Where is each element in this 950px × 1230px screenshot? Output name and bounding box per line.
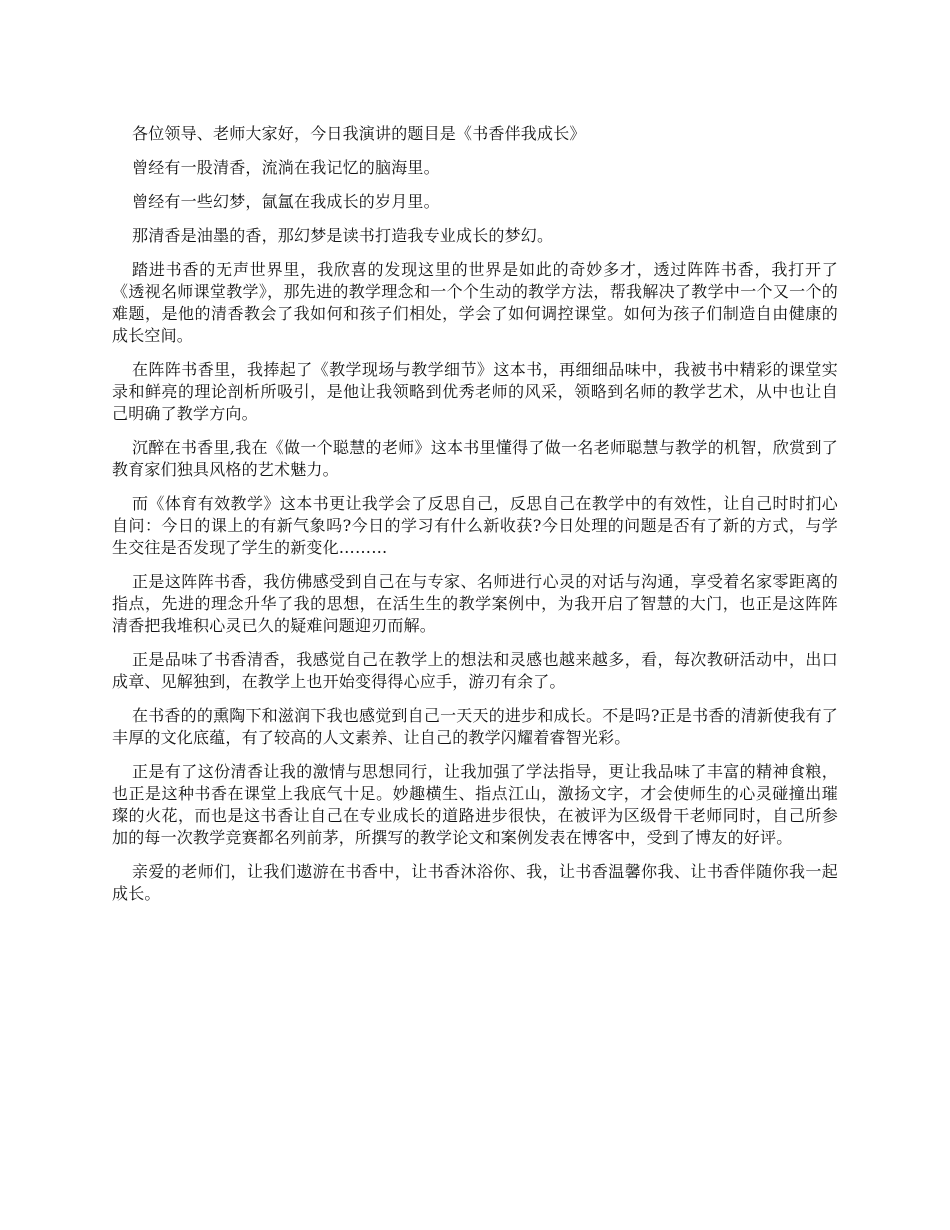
paragraph-13: 亲爱的老师们，让我们遨游在书香中，让书香沐浴你、我，让书香温馨你我、让书香伴随你我一起成长。 (112, 862, 838, 903)
paragraph-7: 沉醉在书香里,我在《做一个聪慧的老师》这本书里懂得了做一名老师聪慧与教学的机智，欣赏到了教育家们独具风格的艺术魅力。 (112, 438, 838, 479)
paragraph-5: 踏进书香的无声世界里，我欣喜的发现这里的世界是如此的奇妙多才，透过阵阵书香，我打开了《透视名师课堂教学》，那先进的教学理念和一个个生动的教学方法，帮我解决了教学中一个又一个的难题，是他的清香教会了我如何和孩子们相处，学会了如何调控课堂。如何为孩子们制造自由健康的成长空间。 (112, 260, 838, 345)
paragraph-8: 而《体育有效教学》这本书更让我学会了反思自己，反思自己在教学中的有效性，让自己时时扪心自问：今日的课上的有新气象吗?今日的学习有什么新收获?今日处理的问题是否有了新的方式，与学生交往是否发现了学生的新变化……… (112, 494, 838, 557)
paragraph-10: 正是品味了书香清香，我感觉自己在教学上的想法和灵感也越来越多，看，每次教研活动中，出口成章、见解独到，在教学上也开始变得得心应手，游刃有余了。 (112, 650, 838, 691)
paragraph-9: 正是这阵阵书香，我仿佛感受到自己在与专家、名师进行心灵的对话与沟通，享受着名家零距离的指点，先进的理念升华了我的思想，在活生生的教学案例中，为我开启了智慧的大门，也正是这阵阵清香把我堆积心灵已久的疑难问题迎刃而解。 (112, 572, 838, 635)
paragraph-11: 在书香的的熏陶下和滋润下我也感觉到自己一天天的进步和成长。不是吗?正是书香的清新使我有了丰厚的文化底蕴，有了较高的人文素养、让自己的教学闪耀着睿智光彩。 (112, 706, 838, 747)
paragraph-12: 正是有了这份清香让我的激情与思想同行，让我加强了学法指导，更让我品味了丰富的精神食粮，也正是这种书香在课堂上我底气十足。妙趣横生、指点江山，激扬文字，才会使师生的心灵碰撞出璀璨的火花，而也是这书香让自己在专业成长的道路进步很快，在被评为区级骨干老师同时，自己所参加的每一次教学竞赛都名列前茅，所撰写的教学论文和案例发表在博客中，受到了博友的好评。 (112, 762, 838, 847)
paragraph-4: 那清香是油墨的香，那幻梦是读书打造我专业成长的梦幻。 (132, 226, 554, 245)
paragraph-6: 在阵阵书香里，我捧起了《教学现场与教学细节》这本书，再细细品味中，我被书中精彩的课堂实录和鲜亮的理论剖析所吸引，是他让我领略到优秀老师的风采，领略到名师的教学艺术，从中也让自己明确了教学方向。 (112, 360, 838, 423)
paragraph-3: 曾经有一些幻梦，氤氲在我成长的岁月里。 (132, 192, 440, 211)
paragraph-1: 各位领导、老师大家好，今日我演讲的题目是《书香伴我成长》 (132, 124, 586, 143)
paragraph-2: 曾经有一股清香，流淌在我记忆的脑海里。 (132, 158, 440, 177)
